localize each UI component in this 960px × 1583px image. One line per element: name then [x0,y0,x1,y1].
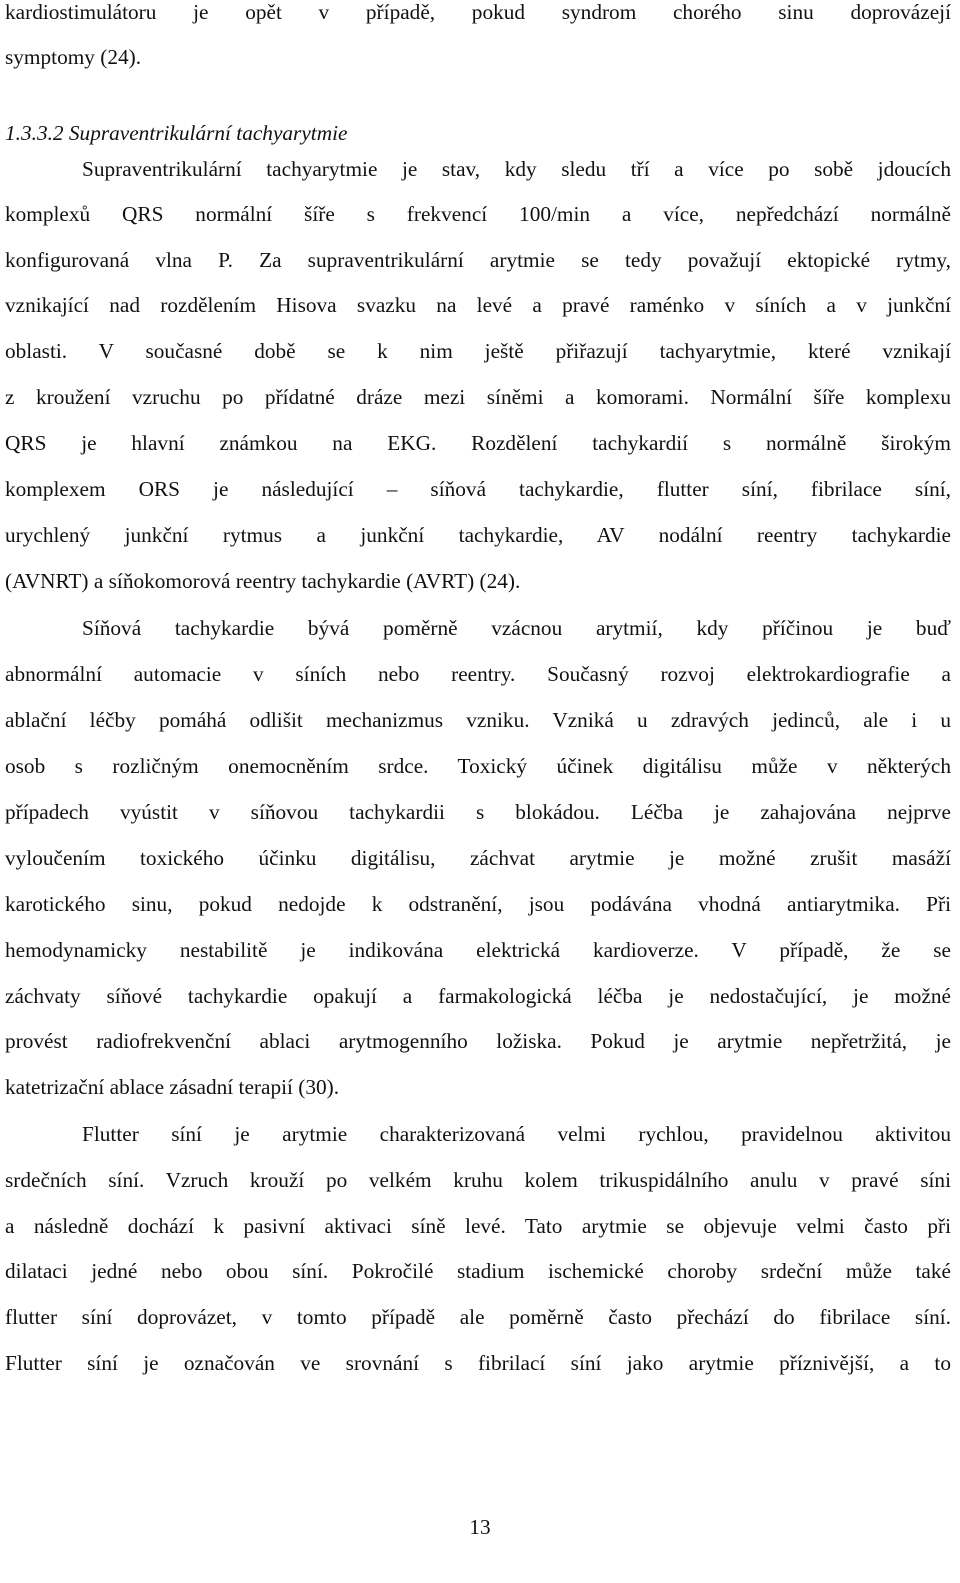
text-line: hemodynamicky nestabilitě je indikována elektrická kardioverze. V případě, že se [5,938,951,962]
text-line: abnormální automacie v síních nebo reentry. Současný rozvoj elektrokardiografie a [5,662,951,686]
section-heading: 1.3.3.2 Supraventrikulární tachyarytmie [5,121,348,145]
text-line: Supraventrikulární tachyarytmie je stav, kdy sledu tří a více po sobě jdoucích [82,157,951,181]
text-line: kardiostimulátoru je opět v případě, pokud syndrom chorého sinu doprovázejí [5,0,951,24]
text-line: provést radiofrekvenční ablaci arytmogenního ložiska. Pokud je arytmie nepřetržitá, je [5,1029,951,1053]
text-line: katetrizační ablace zásadní terapií (30). [5,1075,340,1099]
text-line: případech vyústit v síňovou tachykardii s blokádou. Léčba je zahajována nejprve [5,800,951,824]
page-number: 13 [469,1515,491,1539]
text-line: dilataci jedné nebo obou síní. Pokročilé stadium ischemické choroby srdeční může také [5,1259,951,1283]
text-line: (AVNRT) a síňokomorová reentry tachykardie (AVRT) (24). [5,569,521,593]
text-line: komplexů QRS normální šíře s frekvencí 100/min a více, nepředchází normálně [5,202,951,226]
text-line: symptomy (24). [5,45,142,69]
text-line: vznikající nad rozdělením Hisova svazku na levé a pravé raménko v síních a v junkční [5,293,951,317]
text-line: Flutter síní je arytmie charakterizovaná velmi rychlou, pravidelnou aktivitou [82,1122,951,1146]
text-line: vyloučením toxického účinku digitálisu, záchvat arytmie je možné zrušit masáží [5,846,951,870]
text-line: Síňová tachykardie bývá poměrně vzácnou arytmií, kdy příčinou je buď [82,616,951,640]
text-line: z kroužení vzruchu po přídatné dráze mezi síněmi a komorami. Normální šíře komplexu [5,385,951,409]
text-line: Flutter síní je označován ve srovnání s fibrilací síní jako arytmie příznivější, a to [5,1351,951,1375]
text-line: flutter síní doprovázet, v tomto případě ale poměrně často přechází do fibrilace síní. [5,1305,951,1329]
text-line: oblasti. V současné době se k nim ještě přiřazují tachyarytmie, které vznikají [5,339,951,363]
text-line: urychlený junkční rytmus a junkční tachykardie, AV nodální reentry tachykardie [5,523,951,547]
text-line: osob s rozličným onemocněním srdce. Toxický účinek digitálisu může v některých [5,754,951,778]
text-line: ablační léčby pomáhá odlišit mechanizmus vzniku. Vzniká u zdravých jedinců, ale i u [5,708,951,732]
text-line: konfigurovaná vlna P. Za supraventrikulární arytmie se tedy považují ektopické rytmy, [5,248,951,272]
text-line: komplexem ORS je následující – síňová tachykardie, flutter síní, fibrilace síní, [5,477,951,501]
text-line: karotického sinu, pokud nedojde k odstranění, jsou podávána vhodná antiarytmika. Při [5,892,951,916]
text-line: QRS je hlavní známkou na EKG. Rozdělení tachykardií s normálně širokým [5,431,951,455]
text-line: srdečních síní. Vzruch krouží po velkém kruhu kolem trikuspidálního anulu v pravé síni [5,1168,951,1192]
text-line: záchvaty síňové tachykardie opakují a farmakologická léčba je nedostačující, je možné [5,984,951,1008]
text-line: a následně dochází k pasivní aktivaci síně levé. Tato arytmie se objevuje velmi často při [5,1214,951,1238]
